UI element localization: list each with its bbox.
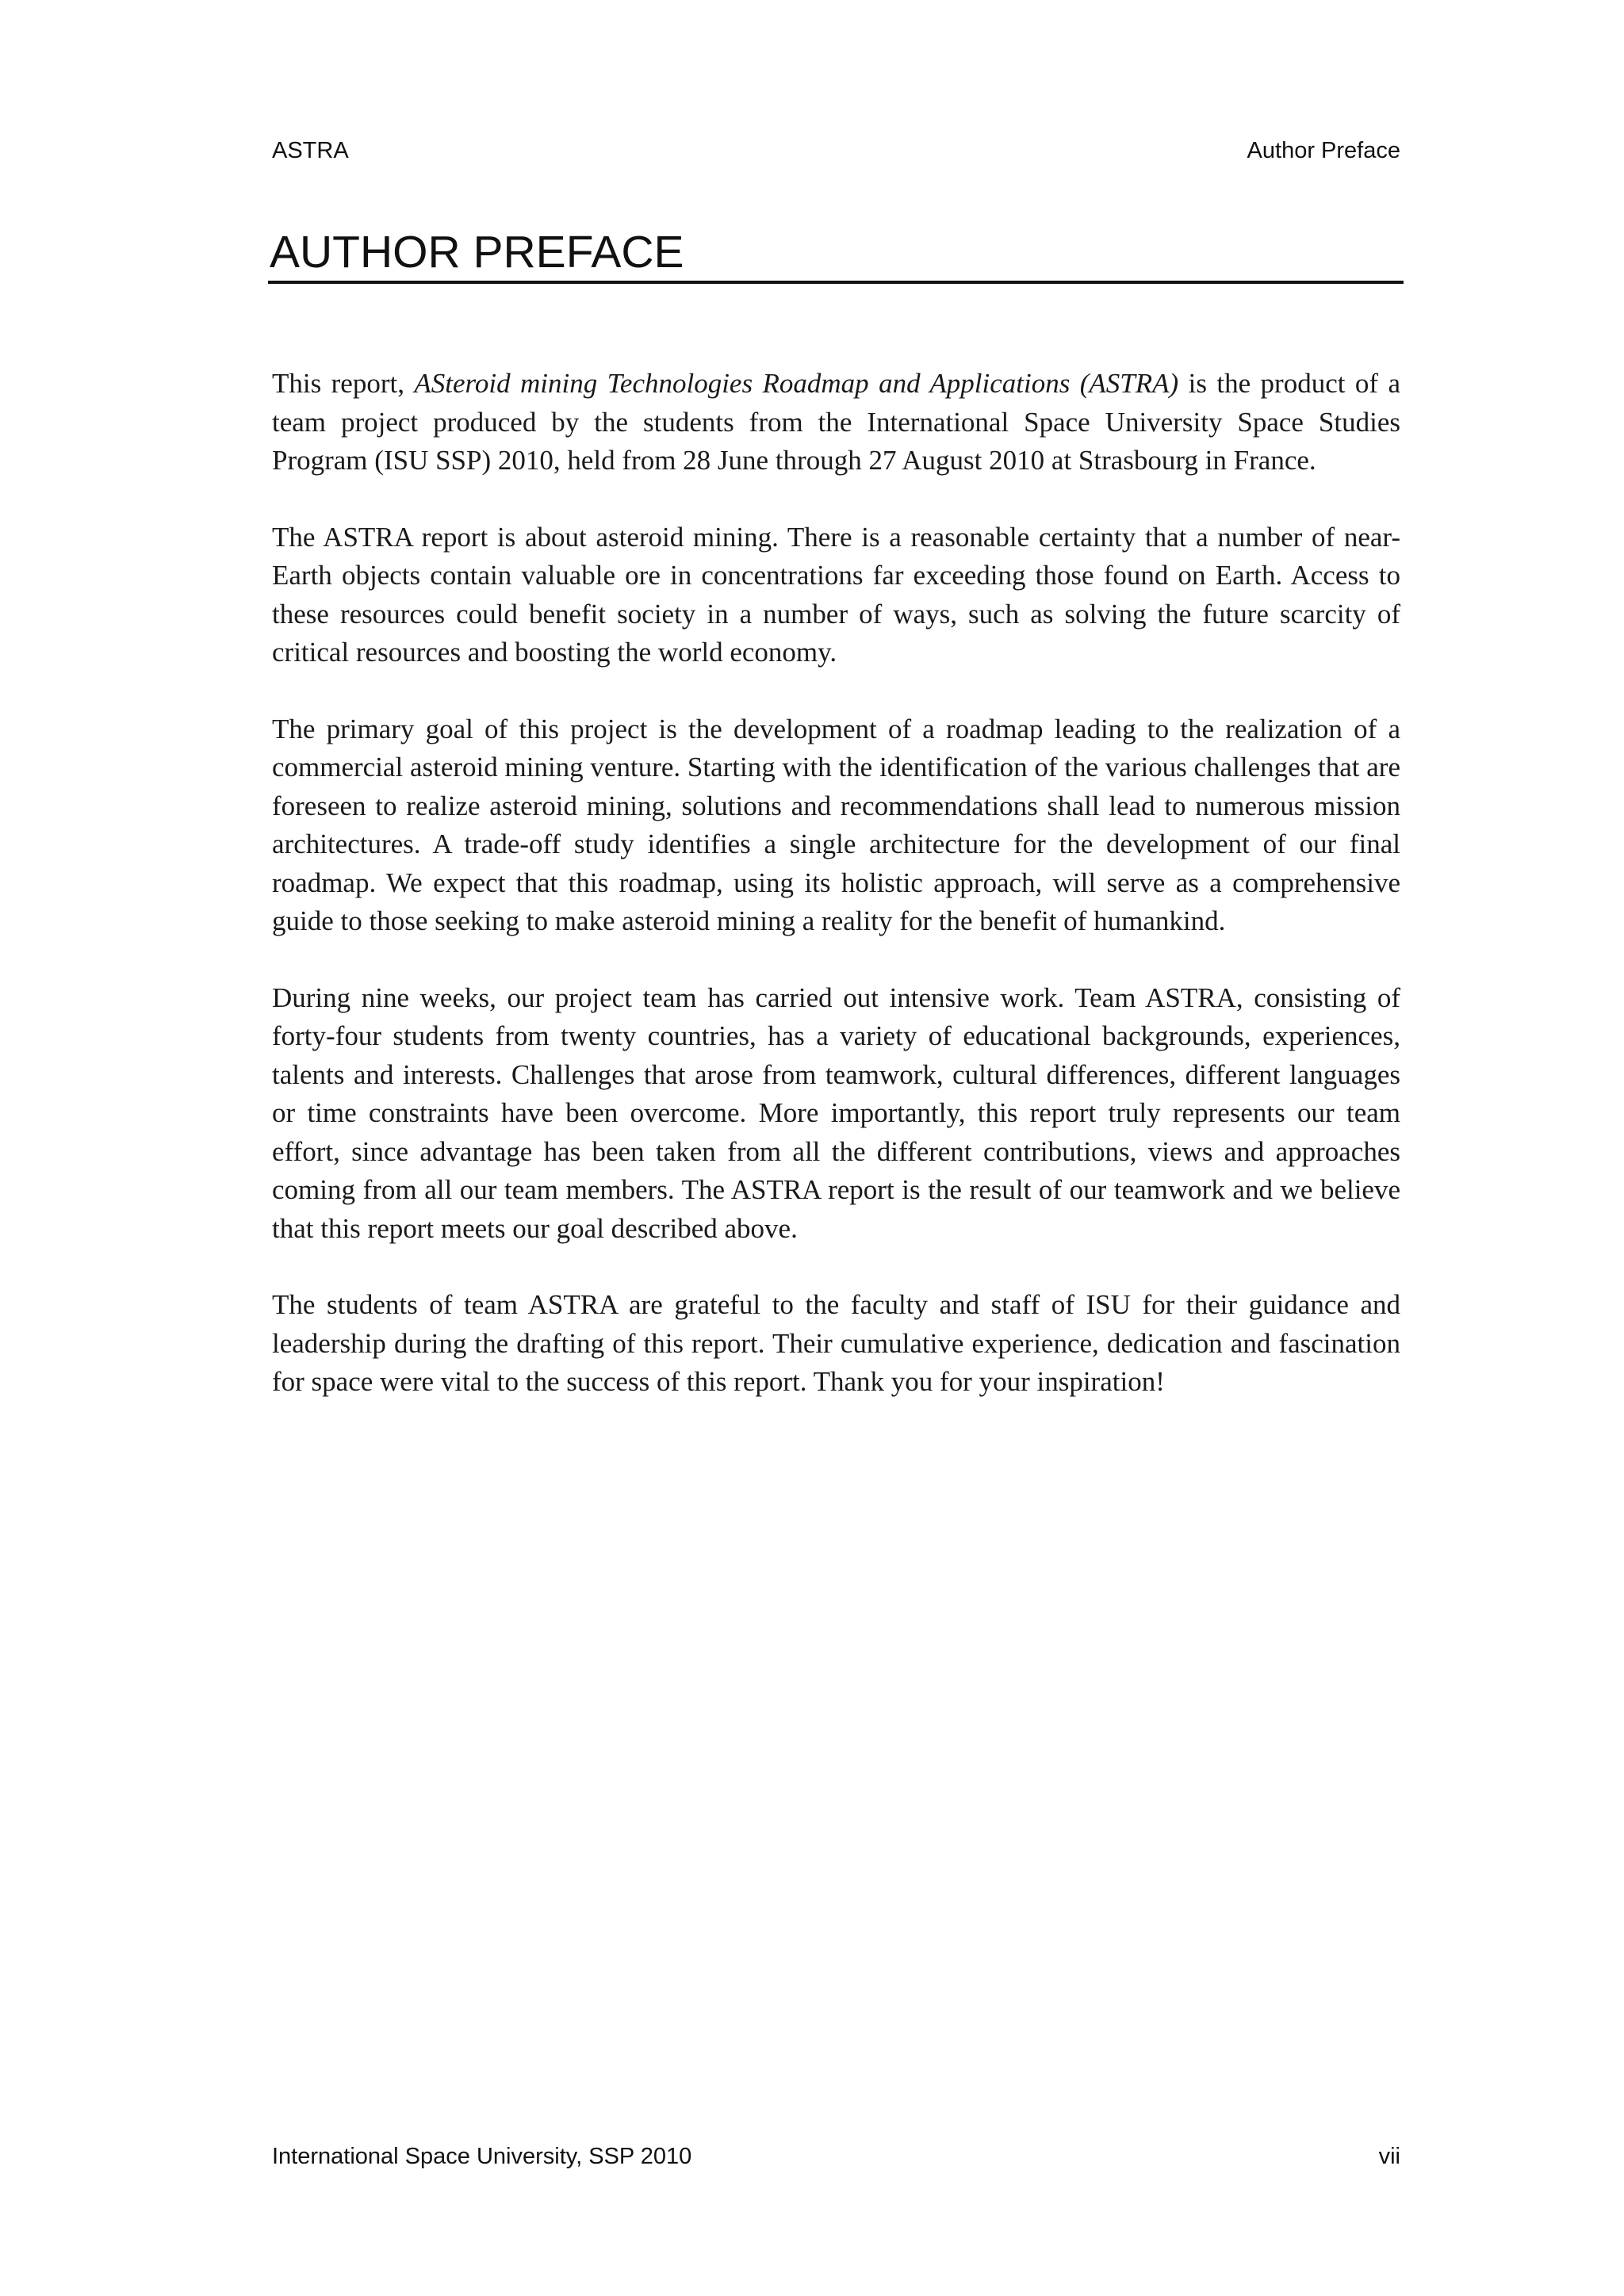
- page-number: vii: [1378, 2144, 1400, 2169]
- page-title: AUTHOR PREFACE: [270, 227, 684, 277]
- paragraph-1: [272, 365, 1400, 480]
- running-footer: [272, 2141, 1400, 2172]
- running-header: [272, 135, 1400, 166]
- paragraph-1-end: is the product of a team project produced by the students from the International Space University Space Studies Program (ISU SSP) 2010, held from 28 June through 27 August 2010 at Strasbourg in France.: [272, 368, 1401, 476]
- header-report-name: ASTRA: [272, 138, 349, 163]
- footer-institution: International Space University, SSP 2010: [272, 2144, 692, 2169]
- paragraph-1-start: This report,: [272, 368, 415, 399]
- paragraph-2: The ASTRA report is about asteroid mining. There is a reasonable certainty that a number of near-Earth objects contain valuable ore in concentrations far exceeding those found on Earth. Access to these resources could benefit society in a number of ways, such as solving the future scarcity of critical resources and boosting the world economy.: [272, 521, 1400, 668]
- paragraph-4: During nine weeks, our project team has carried out intensive work. Team ASTRA, consisting of forty-four students from twenty countries, has a variety of educational backgrounds, experiences, talents and interests. Challenges that arose from teamwork, cultural differences, different languages or time constraints have been overcome. More importantly, this report truly represents our team effort, since advantage has been taken from all the different contributions, views and approaches coming from all our team members. The ASTRA report is the result of our teamwork and we believe that this report meets our goal described above.: [272, 982, 1400, 1244]
- preface-body: [272, 365, 1400, 1440]
- report-full-title: ASteroid mining Technologies Roadmap and Applications (ASTRA): [414, 368, 1179, 399]
- paragraph-3: The primary goal of this project is the development of a roadmap leading to the realization of a commercial asteroid mining venture. Starting with the identification of the various challenges that are foreseen to realize asteroid mining, solutions and recommendations shall lead to numerous mission architectures. A trade-off study identifies a single architecture for the development of our final roadmap. We expect that this roadmap, using its holistic approach, will serve as a comprehensive guide to those seeking to make asteroid mining a reality for the benefit of humankind.: [272, 713, 1400, 936]
- paragraph-5: The students of team ASTRA are grateful to the faculty and staff of ISU for their guidance and leadership during the drafting of this report. Their cumulative experience, dedication and fascination for space were vital to the success of this report. Thank you for your inspiration!: [272, 1289, 1400, 1397]
- header-section-name: Author Preface: [1247, 138, 1400, 163]
- title-underline-rule: [268, 281, 1404, 284]
